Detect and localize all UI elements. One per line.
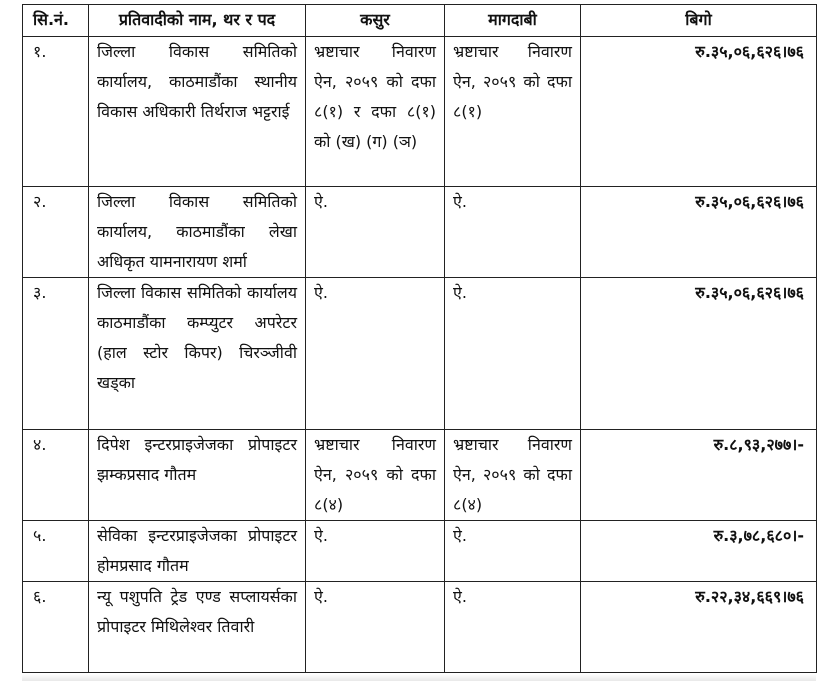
table-row (23, 37, 817, 187)
row-serial: २. (23, 187, 89, 278)
row-serial: ३. (23, 278, 89, 430)
header-defendant-name: प्रतिवादीको नाम, थर र पद (89, 5, 306, 37)
row-name: न्यू पशुपति ट्रेड एण्ड सप्लायर्सका प्रोपाइटर मिथिलेश्वर तिवारी (89, 582, 306, 673)
row-claim: ऐ. (445, 278, 581, 430)
row-claim: ऐ. (445, 521, 581, 582)
row-name: सेविका इन्टरप्राइजेजका प्रोपाइटर होमप्रसाद गौतम (89, 521, 306, 582)
row-offense: भ्रष्टाचार निवारण ऐन, २०५९ को दफा ८(१) र दफा ८(१) को (ख) (ग) (ञ) (306, 37, 445, 187)
row-name: जिल्ला विकास समितिको कार्यालय, काठमाडौंका स्थानीय विकास अधिकारी तिर्थराज भट्टराई (89, 37, 306, 187)
row-amount: रु.२२,३४,६६९।७६ (581, 582, 817, 673)
defendants-table (22, 4, 817, 673)
table-row (23, 278, 817, 430)
table-row (23, 430, 817, 521)
row-serial: ६. (23, 582, 89, 673)
row-offense: भ्रष्टाचार निवारण ऐन, २०५९ को दफा ८(४) (306, 430, 445, 521)
row-offense: ऐ. (306, 278, 445, 430)
row-offense: ऐ. (306, 582, 445, 673)
row-amount: रु.८,९३,२७७।- (581, 430, 817, 521)
table-row (23, 582, 817, 673)
row-serial: ४. (23, 430, 89, 521)
header-offense: कसुर (306, 5, 445, 37)
row-amount: रु.३५,०६,६२६।७६ (581, 278, 817, 430)
row-offense: ऐ. (306, 521, 445, 582)
row-name: दिपेश इन्टरप्राइजेजका प्रोपाइटर झम्कप्रसाद गौतम (89, 430, 306, 521)
row-amount: रु.३५,०६,६२६।७६ (581, 187, 817, 278)
row-name: जिल्ला विकास समितिको कार्यालय काठमाडौंका कम्प्युटर अपरेटर (हाल स्टोर किपर) चिरञ्जीवी खड्का (89, 278, 306, 430)
row-claim: भ्रष्टाचार निवारण ऐन, २०५९ को दफा ८(४) (445, 430, 581, 521)
row-serial: ५. (23, 521, 89, 582)
table-row (23, 187, 817, 278)
page-edge-shadow (22, 674, 816, 681)
row-offense: ऐ. (306, 187, 445, 278)
table-header-row (23, 5, 817, 37)
row-amount: रु.३५,०६,६२६।७६ (581, 37, 817, 187)
header-claim: मागदाबी (445, 5, 581, 37)
row-claim: ऐ. (445, 187, 581, 278)
row-claim: भ्रष्टाचार निवारण ऐन, २०५९ को दफा ८(१) (445, 37, 581, 187)
row-name: जिल्ला विकास समितिको कार्यालय, काठमाडौंका लेखा अधिकृत यामनारायण शर्मा (89, 187, 306, 278)
row-serial: १. (23, 37, 89, 187)
row-claim: ऐ. (445, 582, 581, 673)
header-serial-number: सि.नं. (23, 5, 89, 37)
table-row (23, 521, 817, 582)
header-amount: बिगो (581, 5, 817, 37)
row-amount: रु.३,७८,६८०।- (581, 521, 817, 582)
